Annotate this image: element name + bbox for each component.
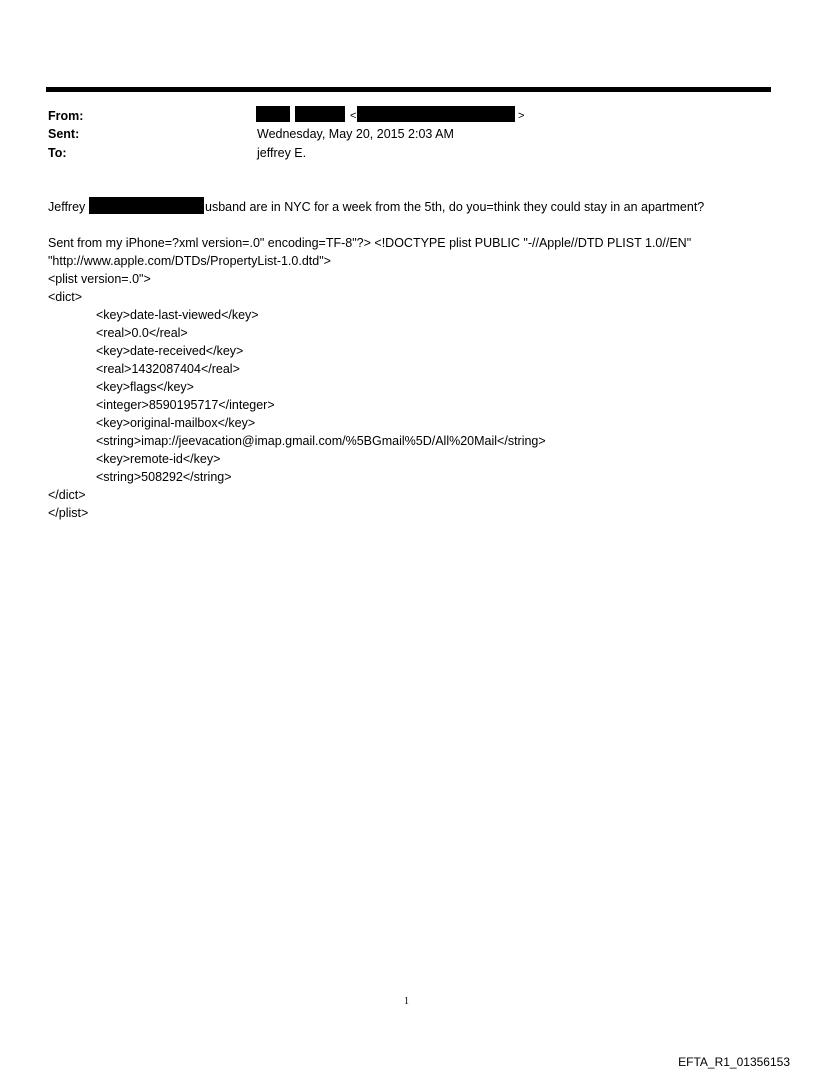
greeting-rest: usband are in NYC for a week from the 5th, do you=think they could stay in an apartment?	[205, 200, 705, 214]
body-line: <string>508292</string>	[96, 470, 232, 484]
body-line: <dict>	[48, 290, 83, 304]
redaction-sender-last-name	[295, 106, 345, 122]
to-value: jeffrey E.	[257, 146, 307, 160]
body-line: "http://www.apple.com/DTDs/PropertyList-1.0.dtd">	[48, 254, 331, 268]
to-label: To:	[48, 146, 67, 160]
body-line: <integer>8590195717</integer>	[96, 398, 275, 412]
body-line: <key>date-received</key>	[96, 344, 244, 358]
greeting-start: Jeffrey	[48, 200, 86, 214]
body-line: <plist version=.0">	[48, 272, 151, 286]
body-line: <key>remote-id</key>	[96, 452, 221, 466]
body-line: Sent from my iPhone=?xml version=.0" encoding=TF-8"?> <!DOCTYPE plist PUBLIC "-//Apple//DTD PLIST 1.0//EN"	[48, 236, 692, 250]
redaction-body-name	[89, 197, 204, 214]
from-email-close-bracket: >	[518, 110, 525, 122]
body-line: <real>0.0</real>	[96, 326, 188, 340]
body-line: <real>1432087404</real>	[96, 362, 240, 376]
body-line: <string>imap://jeevacation@imap.gmail.com/%5BGmail%5D/All%20Mail</string>	[96, 434, 546, 448]
from-email-open-bracket: <	[350, 110, 357, 122]
sent-label: Sent:	[48, 127, 80, 141]
page-number: 1	[404, 996, 409, 1007]
body-line: <key>original-mailbox</key>	[96, 416, 256, 430]
top-rule	[46, 87, 771, 92]
document-id: EFTA_R1_01356153	[678, 1055, 790, 1069]
body-line: </plist>	[48, 506, 89, 520]
body-line: </dict>	[48, 488, 86, 502]
sent-value: Wednesday, May 20, 2015 2:03 AM	[257, 127, 454, 141]
redaction-sender-email	[357, 106, 515, 122]
body-line: <key>flags</key>	[96, 380, 194, 394]
redaction-sender-first-name	[256, 106, 290, 122]
from-label: From:	[48, 109, 84, 123]
body-line: <key>date-last-viewed</key>	[96, 308, 259, 322]
